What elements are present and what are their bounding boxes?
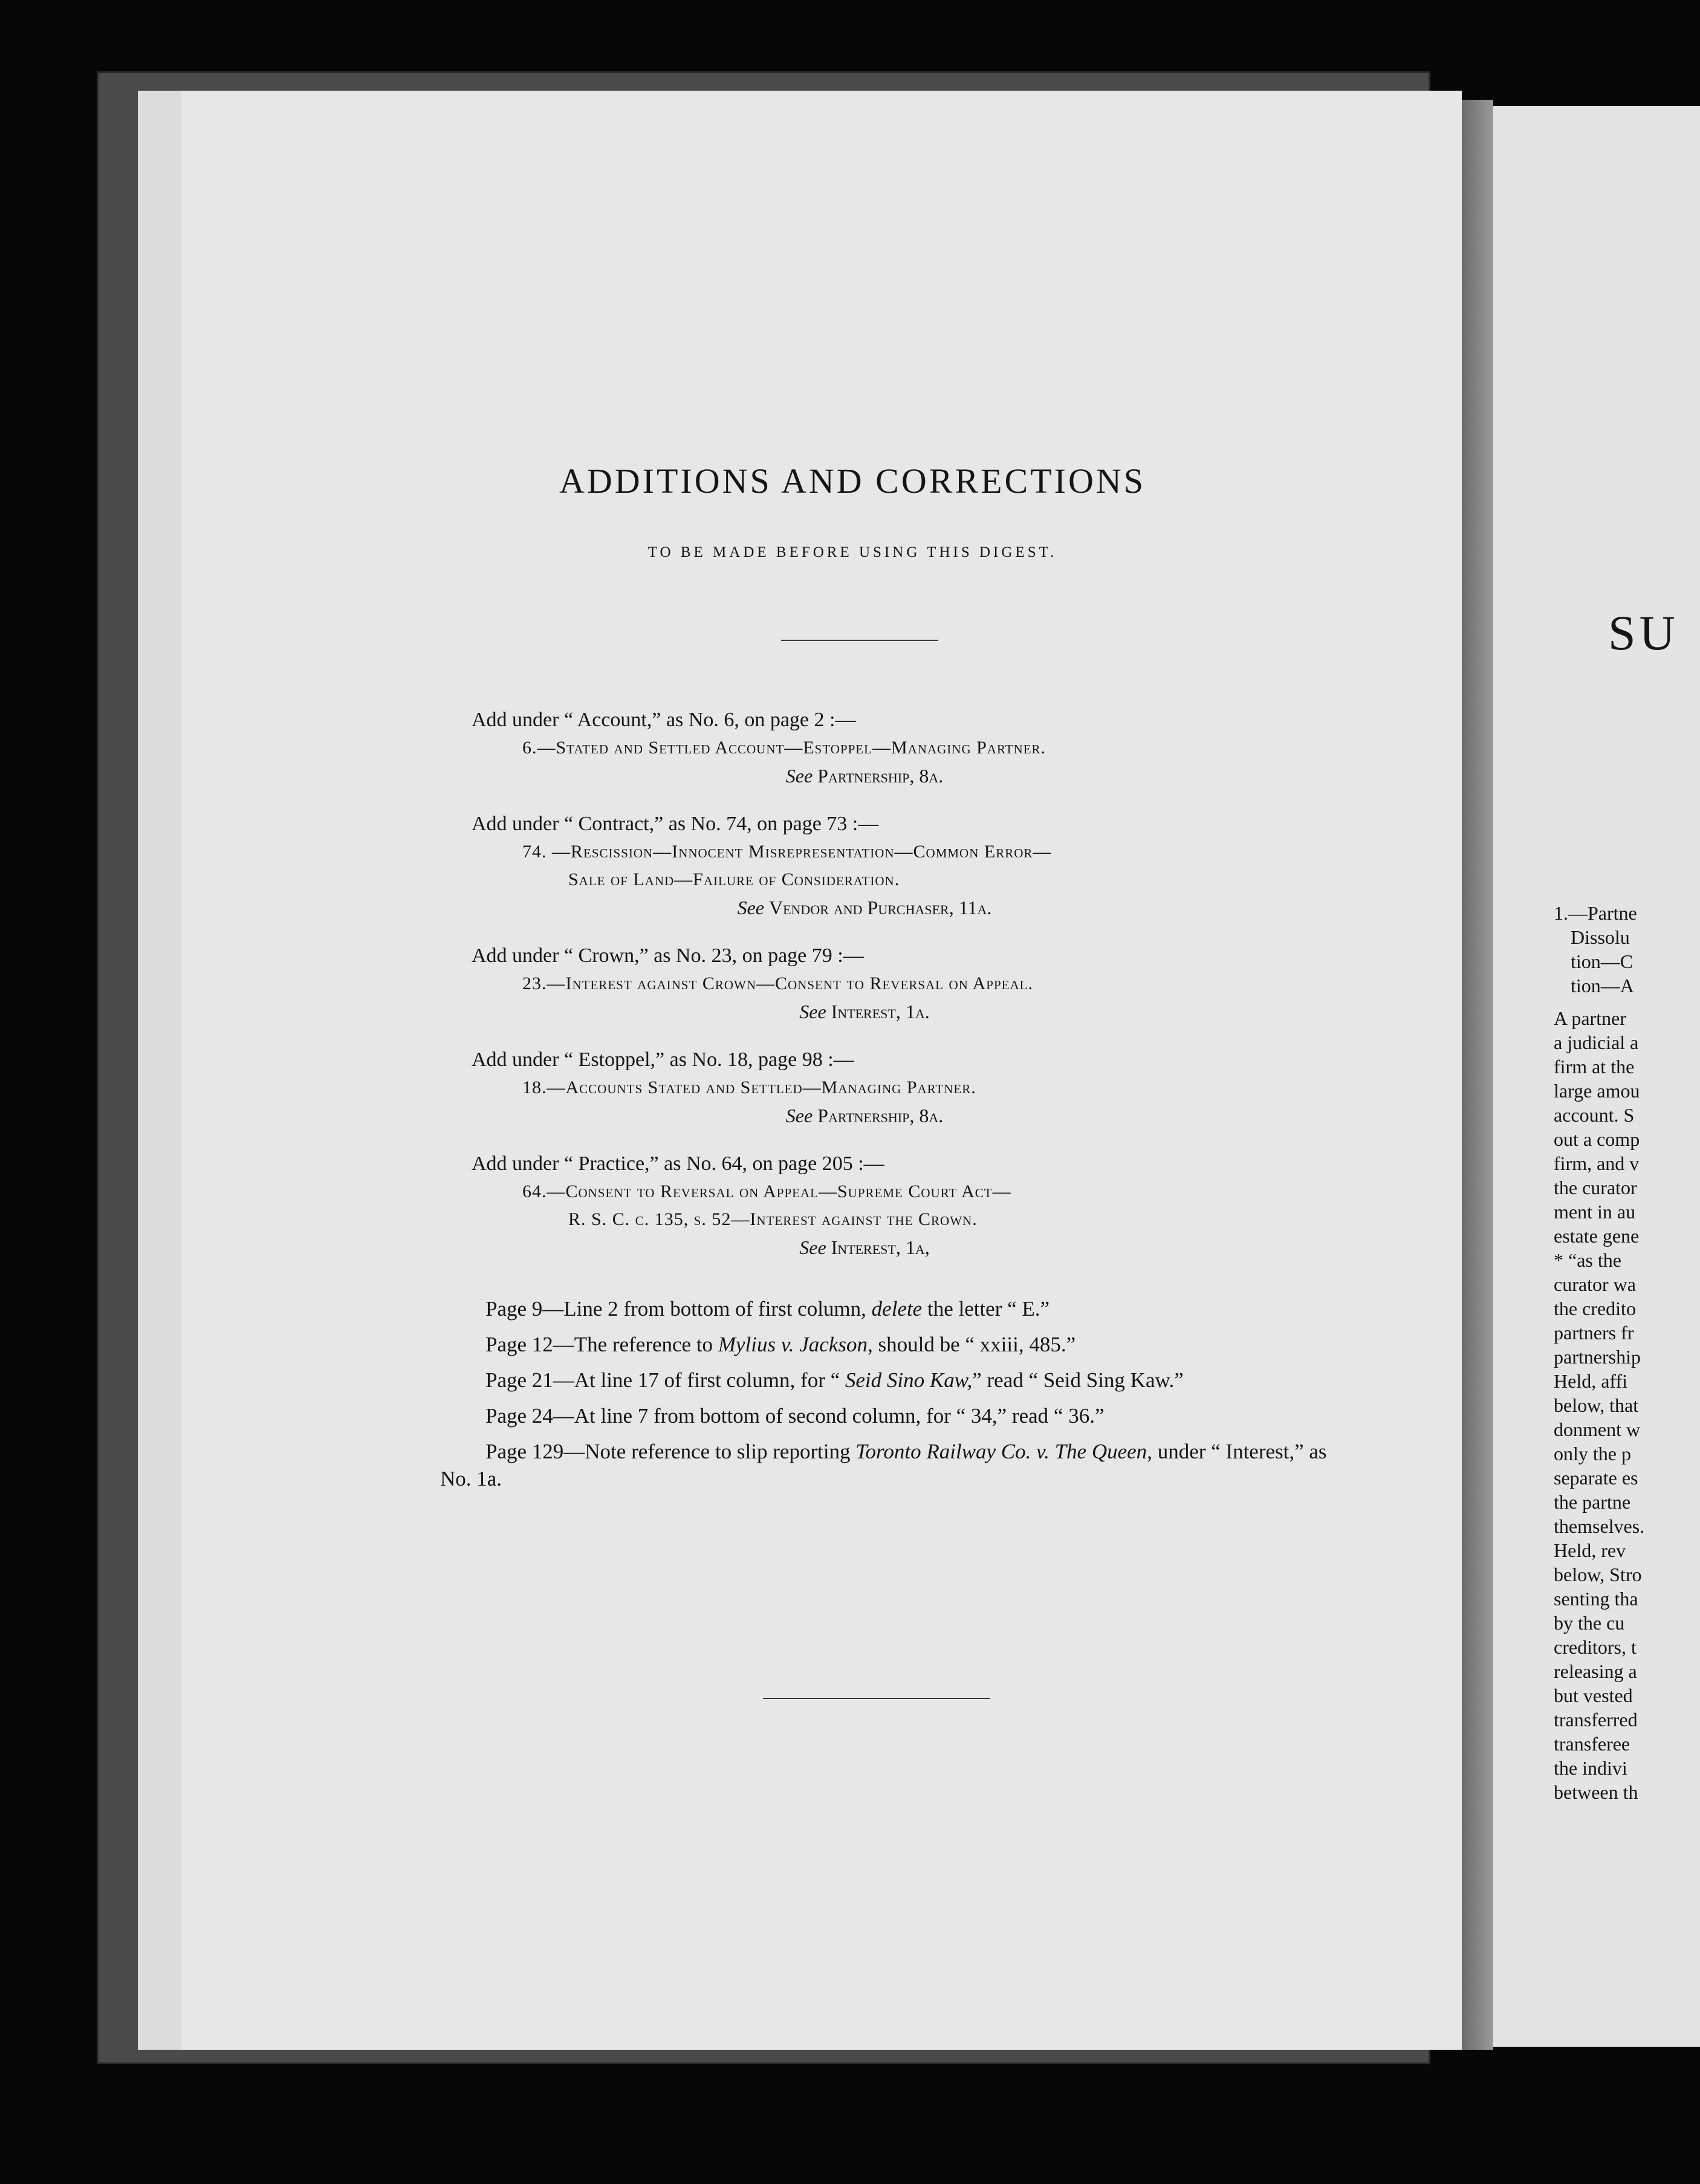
right-page-line: * “as the	[1554, 1249, 1621, 1271]
see-reference: Partnership, 8a.	[817, 1105, 944, 1126]
note-text: ” read “ Seid Sing Kaw.”	[972, 1368, 1184, 1392]
note-emphasis: Mylius v. Jackson	[718, 1333, 868, 1356]
entry-heading: 74. —Rescission—Innocent Misrepresentation—Common Error—	[522, 842, 1052, 862]
correction-note	[440, 1367, 1329, 1394]
divider-bottom	[763, 1698, 990, 1699]
right-page-line: firm, and v	[1554, 1152, 1640, 1174]
correction-note	[440, 1331, 1329, 1358]
see-label: See	[785, 1105, 813, 1126]
right-page-line: releasing a	[1554, 1660, 1637, 1682]
right-page-line: between th	[1554, 1781, 1638, 1803]
see-label: See	[799, 1001, 826, 1022]
entry-add-line: Add under “ Estoppel,” as No. 18, page 98 :—	[472, 1048, 854, 1071]
entry	[472, 1046, 1257, 1129]
entry	[472, 942, 1257, 1025]
note-emphasis: Toronto Railway Co. v. The Queen	[855, 1440, 1147, 1463]
see-label: See	[785, 765, 813, 787]
note-text: Page 24—At line 7 from bottom of second column, for “ 34,” read “ 36.”	[485, 1404, 1105, 1428]
right-page-line: creditors, t	[1554, 1636, 1637, 1658]
right-page-line: curator wa	[1554, 1273, 1636, 1295]
entry-see-line	[472, 1233, 1257, 1261]
right-page-line: out a comp	[1554, 1128, 1640, 1150]
entry-heading: 23.—Interest against Crown—Consent to Reversal on Appeal.	[522, 973, 1033, 993]
right-page-line: but vested	[1554, 1685, 1633, 1706]
book-gutter	[1462, 100, 1493, 2050]
see-reference: Interest, 1a,	[831, 1237, 930, 1258]
see-reference: Partnership, 8a.	[817, 765, 944, 787]
right-page-text	[1554, 901, 1700, 1804]
entry-heading: 64.—Consent to Reversal on Appeal—Supreme Court Act—	[522, 1181, 1011, 1201]
right-page-line: by the cu	[1554, 1612, 1625, 1634]
right-page-line: Held, rev	[1554, 1539, 1626, 1561]
entry-add-line: Add under “ Practice,” as No. 64, on page 205 :—	[472, 1152, 884, 1175]
right-page-line: partners fr	[1554, 1322, 1634, 1344]
entry-see-line	[472, 998, 1257, 1025]
note-text: , should be “ xxiii, 485.”	[867, 1333, 1076, 1356]
divider-top	[781, 640, 938, 641]
entry-heading-continued: Sale of Land—Failure of Consideration.	[568, 869, 900, 889]
note-text: Page 21—At line 17 of first column, for “	[485, 1368, 845, 1392]
right-page-line: transferee	[1554, 1733, 1630, 1755]
note-text: Page 12—The reference to	[485, 1333, 718, 1356]
right-page-line: senting tha	[1554, 1588, 1638, 1610]
right-page-line: firm at the	[1554, 1056, 1635, 1077]
right-page-line: large amou	[1554, 1080, 1640, 1102]
right-page-line: estate gene	[1554, 1225, 1640, 1247]
right-page-line: transferred	[1554, 1709, 1638, 1731]
entry-add-line: Add under “ Account,” as No. 6, on page 2 :—	[472, 709, 856, 731]
note-text: , under “ Interest,” as No. 1a.	[440, 1440, 1327, 1490]
entry-see-line	[472, 894, 1257, 921]
correction-note	[440, 1402, 1329, 1429]
right-page-line: donment w	[1554, 1419, 1641, 1440]
right-page-line: A partner	[1554, 1007, 1626, 1029]
right-page-line: the partne	[1554, 1491, 1631, 1513]
entries-list	[472, 706, 1257, 1282]
note-emphasis: delete	[871, 1297, 923, 1321]
right-page-line: the indivi	[1554, 1757, 1627, 1779]
right-page-line: Dissolu	[1571, 926, 1630, 948]
entry-see-line	[472, 762, 1257, 790]
right-page-line: separate es	[1554, 1467, 1638, 1489]
right-page-line: 1.—Partne	[1554, 902, 1637, 924]
note-emphasis: Seid Sino Kaw,	[845, 1368, 973, 1392]
right-page-line: tion—A	[1571, 975, 1634, 996]
page-title: ADDITIONS AND CORRECTIONS	[559, 461, 1146, 501]
right-page-line: the curator	[1554, 1177, 1637, 1198]
see-reference: Vendor and Purchaser, 11a.	[769, 897, 992, 918]
see-reference: Interest, 1a.	[831, 1001, 930, 1022]
entry	[472, 706, 1257, 790]
right-page-line: partnership	[1554, 1346, 1641, 1368]
entry-add-line: Add under “ Crown,” as No. 23, on page 79 :—	[472, 944, 864, 967]
note-text: Page 9—Line 2 from bottom of first column,	[485, 1297, 872, 1321]
entry-see-line	[472, 1102, 1257, 1129]
right-page-line: a judicial a	[1554, 1032, 1639, 1053]
entry	[472, 1150, 1257, 1261]
right-page-line: below, that	[1554, 1394, 1639, 1416]
note-text: Page 129—Note reference to slip reporting	[485, 1440, 856, 1463]
entry-heading: 6.—Stated and Settled Account—Estoppel—Managing Partner.	[522, 738, 1046, 758]
correction-note	[440, 1438, 1329, 1492]
page-subtitle: TO BE MADE BEFORE USING THIS DIGEST.	[647, 544, 1057, 561]
see-label: See	[799, 1237, 826, 1258]
right-page-heading: SU	[1608, 605, 1679, 660]
entry-add-line: Add under “ Contract,” as No. 74, on page 73 :—	[472, 813, 879, 835]
right-page-line: ment in au	[1554, 1201, 1636, 1223]
correction-note	[440, 1295, 1329, 1322]
corrections-list	[440, 1295, 1329, 1501]
right-page-line: Held, affi	[1554, 1370, 1628, 1392]
right-page-line: account. S	[1554, 1104, 1635, 1126]
note-text: the letter “ E.”	[922, 1297, 1050, 1321]
right-page-line: only the p	[1554, 1443, 1631, 1464]
see-label: See	[737, 897, 764, 918]
entry	[472, 810, 1257, 921]
right-page-line: themselves.	[1554, 1515, 1645, 1537]
right-page-line: tion—C	[1571, 951, 1633, 972]
right-page-line: below, Stro	[1554, 1564, 1642, 1585]
entry-heading-continued: R. S. C. c. 135, s. 52—Interest against the Crown.	[568, 1209, 978, 1229]
right-page-line: the credito	[1554, 1298, 1636, 1319]
entry-heading: 18.—Accounts Stated and Settled—Managing Partner.	[522, 1077, 976, 1097]
